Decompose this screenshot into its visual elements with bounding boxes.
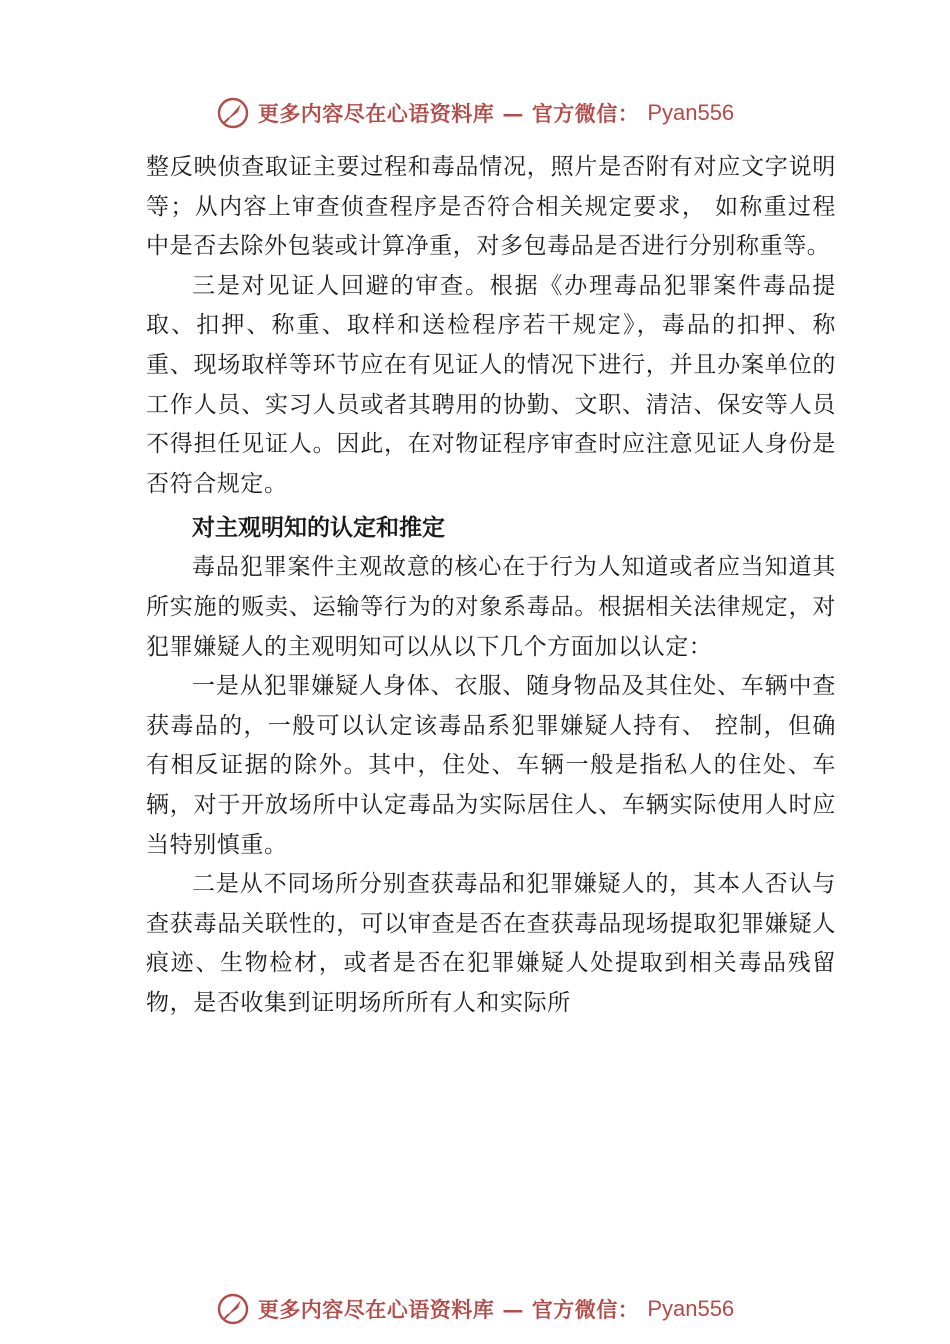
footer-wechat-label: 官方微信： (531, 1297, 640, 1322)
header-separator: — (502, 100, 524, 126)
page-header (0, 92, 950, 134)
section-heading: 对主观明知的认定和推定 (192, 515, 445, 542)
document-body (146, 148, 836, 1023)
header-brand: 更多内容尽在心语资料库 (257, 101, 495, 126)
footer-wechat-id: Pyan556 (647, 1296, 735, 1321)
footer-separator: — (502, 1296, 524, 1322)
quill-logo-icon (216, 96, 250, 130)
quill-logo-icon (216, 1292, 250, 1326)
paragraph-continuation: 整反映侦查取证主要过程和毒品情况，照片是否附有对应文字说明等；从内容上审查侦查程序是否符合相关规定要求， 如称重过程中是否去除外包装或计算净重，对多包毒品是否进行分别称重等。 (146, 154, 836, 260)
header-wechat-id: Pyan556 (647, 100, 735, 125)
paragraph-subjective-knowledge: 毒品犯罪案件主观故意的核心在于行为人知道或者应当知道其所实施的贩卖、运输等行为的对象系毒品。根据相关法律规定，对犯罪嫌疑人的主观明知可以从以下几个方面加以认定： (146, 554, 836, 660)
page-footer (0, 1288, 950, 1330)
footer-brand: 更多内容尽在心语资料库 (257, 1297, 495, 1322)
paragraph-point-one: 一是从犯罪嫌疑人身体、衣服、随身物品及其住处、车辆中查获毒品的，一般可以认定该毒品系犯罪嫌疑人持有、 控制，但确有相反证据的除外。其中，住处、车辆一般是指私人的住处、车辆，对于开放场所中认定毒品为实际居住人、车辆实际使用人时应当特别慎重。 (146, 673, 836, 858)
paragraph-point-two: 二是从不同场所分别查获毒品和犯罪嫌疑人的，其本人否认与查获毒品关联性的，可以审查是否在查获毒品现场提取犯罪嫌疑人痕迹、生物检材，或者是否在犯罪嫌疑人处提取到相关毒品残留物，是否收集到证明场所所有人和实际所 (146, 871, 836, 1016)
header-wechat-label: 官方微信： (531, 101, 640, 126)
paragraph-witness-review: 三是对见证人回避的审查。根据《办理毒品犯罪案件毒品提取、扣押、称重、取样和送检程序若干规定》，毒品的扣押、称重、现场取样等环节应在有见证人的情况下进行，并且办案单位的工作人员、实习人员或者其聘用的协勤、文职、清洁、保安等人员不得担任见证人。因此，在对物证程序审查时应注意见证人身份是否符合规定。 (146, 272, 836, 497)
